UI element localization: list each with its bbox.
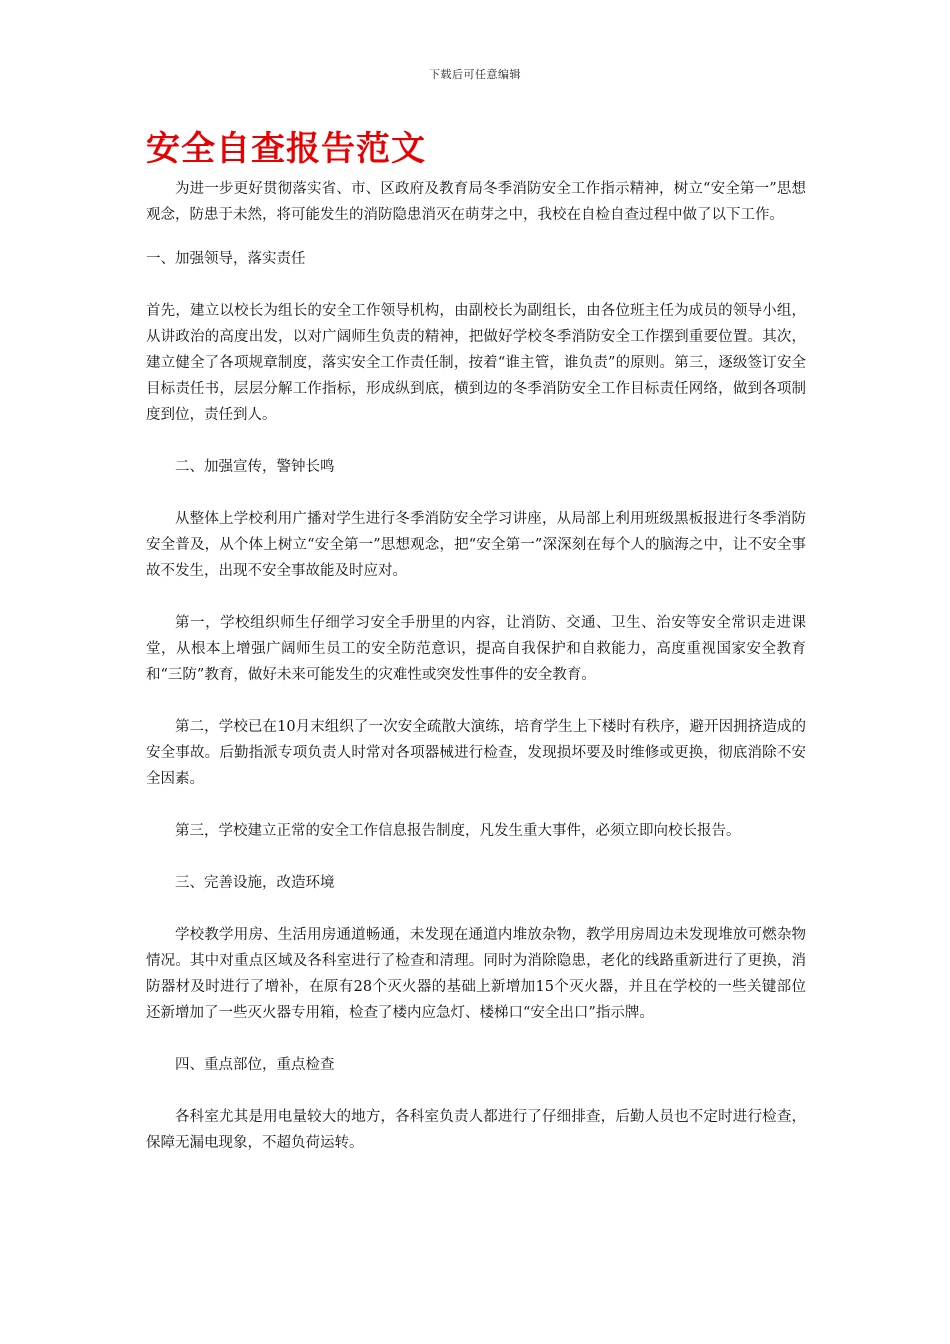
section-1-body: 首先，建立以校长为组长的安全工作领导机构，由副校长为副组长，由各位班主任为成员的领导小组，从讲政治的高度出发，以对广阔师生负责的精神，把做好学校冬季消防安全工作摆到重要位置。其次，建立健全了各项规章制度，落实安全工作责任制，按着“谁主管，谁负责”的原则。第三，逐级签订安全目标责任书，层层分解工作指标，形成纵到底，横到边的冬季消防安全工作目标责任网络，做到各项制度到位，责任到人。 [146,303,806,423]
document-body [146,126,806,1156]
section-2-paragraph-3: 第二，学校已在10月末组织了一次安全疏散大演练，培育学生上下楼时有秩序，避开因拥挤造成的安全事故。后勤指派专项负责人时常对各项器械进行检查，发现损坏要及时维修或更换，彻底消除不安全因素。 [146,719,806,787]
section-2-paragraph-4: 第三，学校建立正常的安全工作信息报告制度，凡发生重大事件，必须立即向校长报告。 [175,823,741,839]
section-1-heading: 一、加强领导，落实责任 [146,251,306,267]
intro-paragraph: 为进一步更好贯彻落实省、市、区政府及教育局冬季消防安全工作指示精神，树立“安全第一”思想观念，防患于未然，将可能发生的消防隐患消灭在萌芽之中，我校在自检自查过程中做了以下工作。 [146,181,806,223]
section-2-paragraph-2: 第一，学校组织师生仔细学习安全手册里的内容，让消防、交通、卫生、治安等安全常识走进课堂，从根本上增强广阔师生员工的安全防范意识，提高自我保护和自救能力，高度重视国家安全教育和“三防”教育，做好未来可能发生的灾难性或突发性事件的安全教育。 [146,615,806,683]
section-3-heading: 三、完善设施，改造环境 [175,875,335,891]
section-4-heading: 四、重点部位，重点检查 [175,1057,335,1073]
section-2-heading: 二、加强宣传，警钟长鸣 [175,459,335,475]
section-3-body: 学校教学用房、生活用房通道畅通，未发现在通道内堆放杂物，教学用房周边未发现堆放可燃杂物情况。其中对重点区域及各科室进行了检查和清理。同时为消除隐患，老化的线路重新进行了更换，消防器材及时进行了增补，在原有28个灭火器的基础上新增加15个灭火器，并且在学校的一些关键部位还新增加了一些灭火器专用箱，检查了楼内应急灯、楼梯口“安全出口”指示牌。 [146,927,806,1021]
section-2-paragraph-1: 从整体上学校利用广播对学生进行冬季消防安全学习讲座，从局部上利用班级黑板报进行冬季消防安全普及，从个体上树立“安全第一”思想观念，把“安全第一”深深刻在每个人的脑海之中，让不安全事故不发生，出现不安全事故能及时应对。 [146,511,806,579]
section-4-body: 各科室尤其是用电量较大的地方，各科室负责人都进行了仔细排查，后勤人员也不定时进行检查，保障无漏电现象，不超负荷运转。 [146,1109,806,1151]
page-header-note: 下载后可任意编辑 [429,68,521,81]
document-title: 安全自查报告范文 [146,129,426,169]
